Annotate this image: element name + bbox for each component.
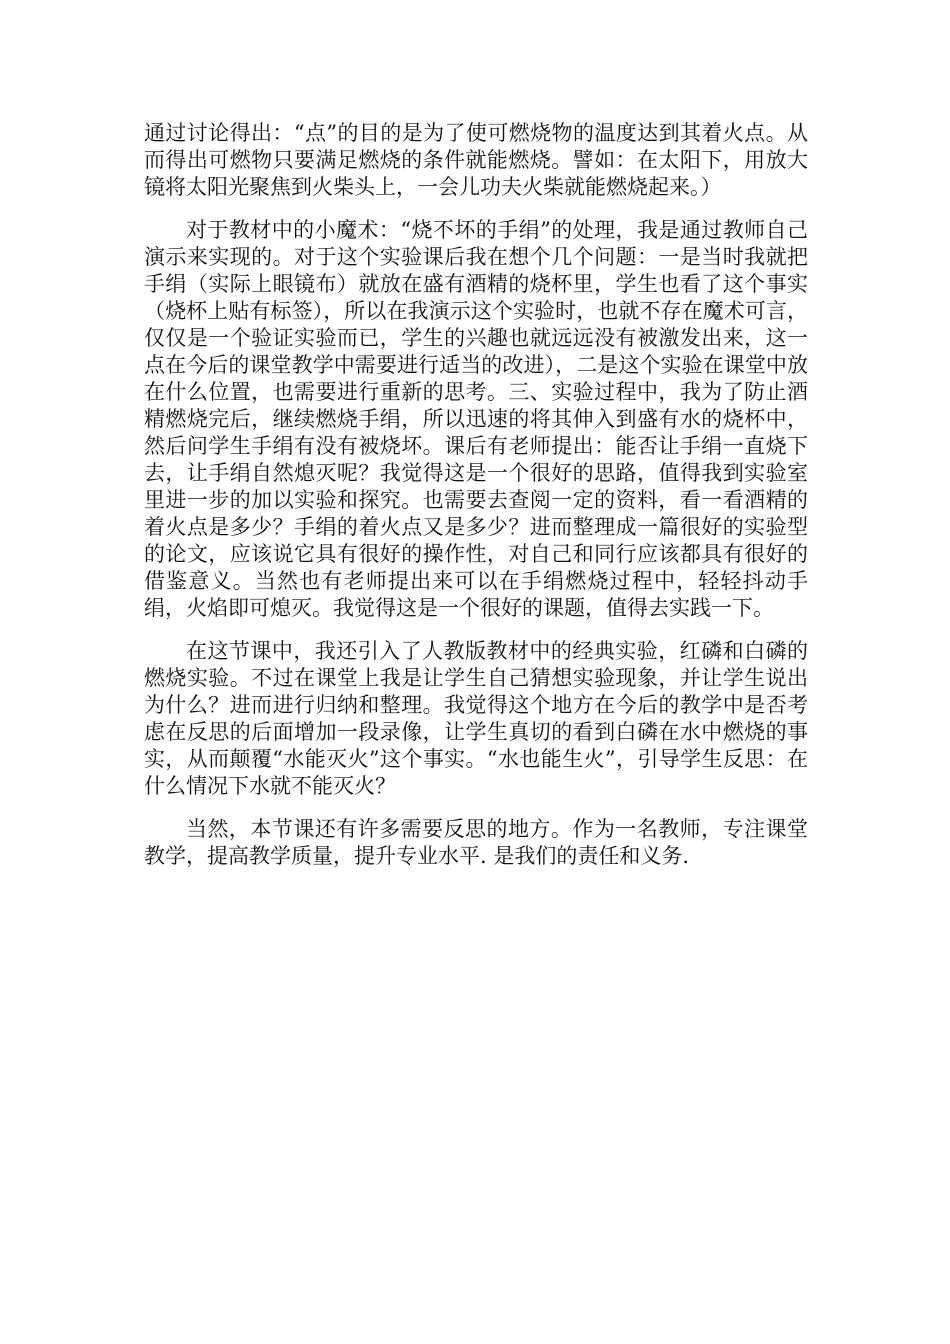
paragraph-conclusion: 当然，本节课还有许多需要反思的地方。作为一名教师，专注课堂教学，提高教学质量，提升专业水平. 是我们的责任和义务.	[144, 817, 808, 868]
document-body	[144, 120, 808, 886]
paragraph-phosphorus-experiment: 在这节课中，我还引入了人教版教材中的经典实验，红磷和白磷的燃烧实验。不过在课堂上我是让学生自己猜想实验现象，并让学生说出为什么？进而进行归纳和整理。我觉得这个地方在今后的教学中是否考虑在反思的后面增加一段录像，让学生真切的看到白磷在水中燃烧的事实，从而颠覆“水能灭火”这个事实。“水也能生火”，引导学生反思：在什么情况下水就不能灭火？	[144, 639, 808, 798]
paragraph-continuation: 通过讨论得出：“点”的目的是为了使可燃烧物的温度达到其着火点。从而得出可燃物只要满足燃烧的条件就能燃烧。譬如：在太阳下，用放大镜将太阳光聚焦到火柴头上，一会儿功夫火柴就能燃烧起来。）	[144, 121, 808, 199]
paragraph-magic-trick: 对于教材中的小魔术：“烧不坏的手绢”的处理，我是通过教师自己演示来实现的。对于这个实验课后我在想个几个问题：一是当时我就把手绢（实际上眼镜布）就放在盛有酒精的烧杯里，学生也看了这个事实（烧杯上贴有标签），所以在我演示这个实验时，也就不存在魔术可言，仅仅是一个验证实验而已，学生的兴趣也就远远没有被激发出来，这一点在今后的课堂教学中需要进行适当的改进），二是这个实验在课堂中放在什么位置，也需要进行重新的思考。三、实验过程中，我为了防止酒精燃烧完后，继续燃烧手绢，所以迅速的将其伸入到盛有水的烧杯中，然后问学生手绢有没有被烧坏。课后有老师提出：能否让手绢一直烧下去，让手绢自然熄灭呢？我觉得这是一个很好的思路，值得我到实验室里进一步的加以实验和探究。也需要去查阅一定的资料，看一看酒精的着火点是多少？手绢的着火点又是多少？进而整理成一篇很好的实验型的论文，应该说它具有很好的操作性，对自己和同行应该都具有很好的借鉴意义。当然也有老师提出来可以在手绢燃烧过程中，轻轻抖动手绢，火焰即可熄灭。我觉得这是一个很好的课题，值得去实践一下。	[144, 218, 808, 620]
